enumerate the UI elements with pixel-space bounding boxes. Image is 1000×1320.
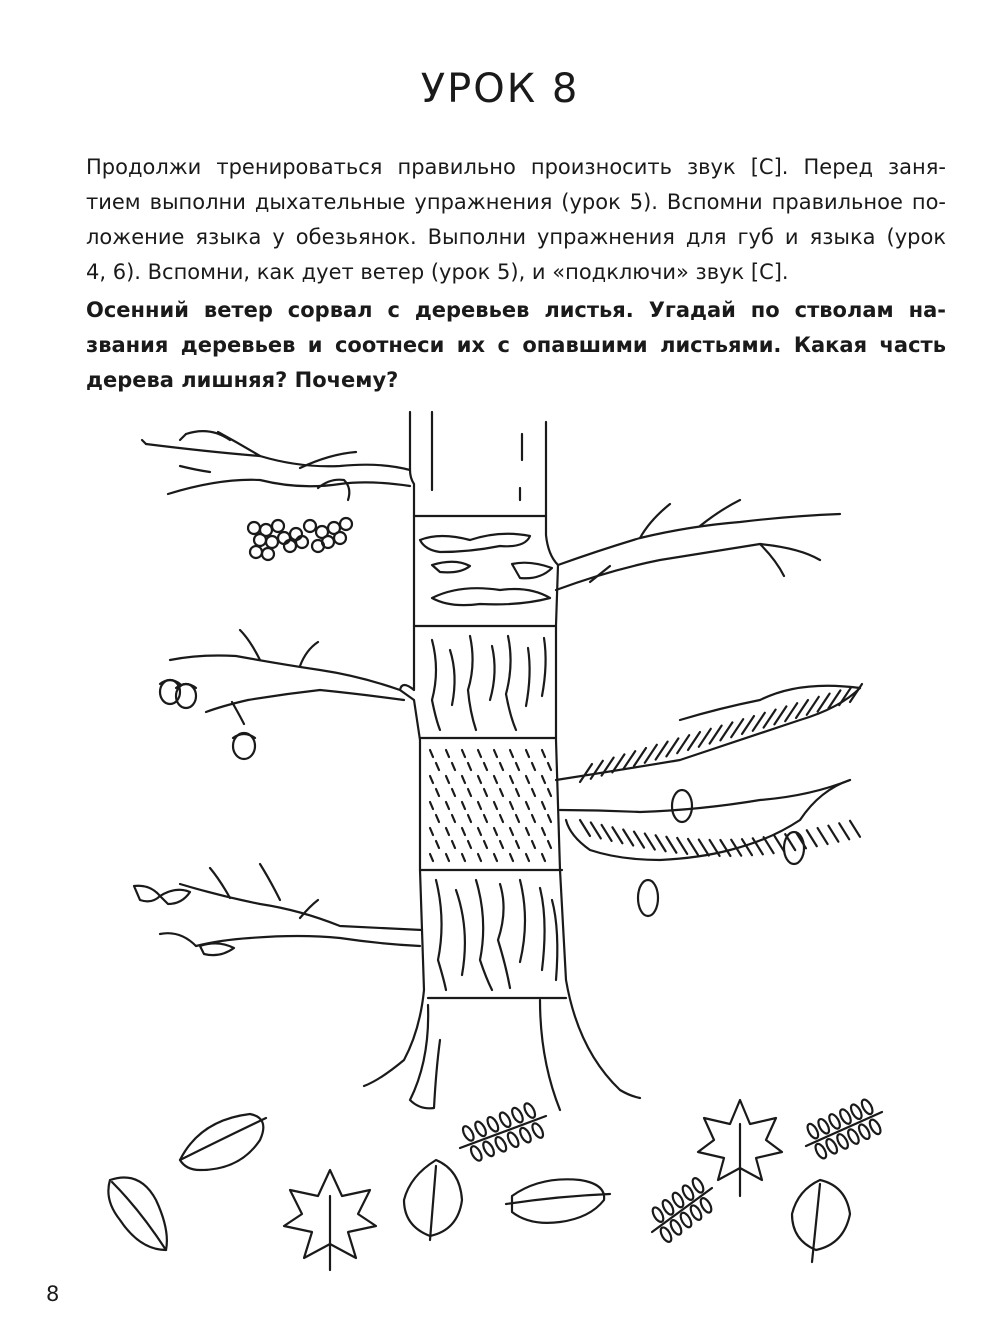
intro-line: тием выполни дыхательные упражнения (урок 5). Вспомни правильное по- [86,190,946,214]
rowan-leaf [805,1098,882,1160]
needle [602,825,612,841]
bark-dash [478,828,481,835]
leaflet [506,1131,521,1149]
birch-leaf [404,1160,462,1240]
trunk-left-outline [364,412,424,1086]
needle [591,822,601,838]
trunk-root-mid [540,1000,560,1110]
bark-dash [484,789,487,796]
needle [774,836,784,852]
bark-dash [430,802,433,809]
bark-dash [468,763,471,770]
berry [272,520,284,532]
needle [818,828,828,844]
leaflet [461,1125,476,1143]
bark-dash [446,802,449,809]
bark-dash [484,841,487,848]
intro-line: Продолжи тренироваться правильно произносить звук [С]. Перед заня- [86,155,946,179]
leaflet [498,1111,513,1129]
bark-dash [516,815,519,822]
needle [807,830,817,846]
bark-dash [510,828,513,835]
bark-dash [500,841,503,848]
bark-dash [462,776,465,783]
maple-leaf [284,1170,376,1270]
rowan-branch [142,431,410,500]
trunk-root-left [410,1005,440,1108]
rowan-berries [248,518,352,560]
maple-bark [436,880,557,990]
bark-dash [526,828,529,835]
needle [688,839,698,855]
bark-dash [548,763,551,770]
bark-dash [542,828,545,835]
oak-branch [170,630,404,724]
bark-dash [468,789,471,796]
bark-dash [446,828,449,835]
bark-dash [468,841,471,848]
bark-dash [532,763,535,770]
bark-dash [542,750,545,757]
oval-leaf [108,1178,167,1251]
bark-dash [494,854,497,861]
needle [828,826,838,842]
bark-dash [462,854,465,861]
bark-dash [516,841,519,848]
birch-branch [556,500,840,590]
bark-dash [430,828,433,835]
bark-dash [452,763,455,770]
needle [764,837,774,853]
needle [699,840,709,856]
berry [254,534,266,546]
berry [250,546,262,558]
needle [850,821,860,837]
bark-dash [478,854,481,861]
bark-dash [532,789,535,796]
bark-dash [462,750,465,757]
bark-dash [446,776,449,783]
berry [278,532,290,544]
bark-dash [484,763,487,770]
leaflet [485,1115,500,1133]
bark-dash [436,789,439,796]
berry [290,528,302,540]
bark-dash [526,802,529,809]
berry [266,536,278,548]
bark-dash [510,750,513,757]
berry [284,540,296,552]
maple-seeds [134,886,234,955]
bark-dash [478,802,481,809]
bark-dash [478,750,481,757]
bark-dash [430,854,433,861]
needle [580,820,590,836]
bark-dash [542,854,545,861]
berry [340,518,352,530]
pine-bark [430,750,551,861]
bark-dash [510,776,513,783]
bark-dash [532,841,535,848]
bark-dash [542,776,545,783]
bark-dash [548,841,551,848]
leaflet [481,1140,496,1158]
rowan-leaf [651,1176,714,1243]
birch-leaf [792,1180,850,1262]
bark-dash [484,815,487,822]
berry [262,548,274,560]
bark-dash [542,802,545,809]
needle [839,823,849,839]
bark-dash [468,815,471,822]
fallen-leaves [108,1098,882,1270]
needle [677,838,687,854]
bark-dash [446,750,449,757]
birch-bark [420,534,552,605]
task-line: звания деревьев и соотнеси их с опавшими листьями. Какая часть [86,333,946,357]
bark-dash [500,789,503,796]
page-number: 8 [46,1282,60,1306]
leaflet [522,1102,537,1120]
leaflet [518,1126,533,1144]
intro-line: 4, 6). Вспомни, как дует ветер (урок 5), и «подключи» звук [С]. [86,260,789,284]
bark-dash [436,763,439,770]
bark-dash [548,815,551,822]
intro-line: ложение языка у обезьянок. Выполни упражнения для губ и языка (урок [86,225,946,249]
bark-dash [452,815,455,822]
bark-dash [494,802,497,809]
trunk-right-outline [546,422,640,1098]
bark-dash [436,841,439,848]
berry [334,532,346,544]
leaflet [473,1120,488,1138]
oval-leaf [180,1114,266,1170]
bark-dash [446,854,449,861]
bark-dash [516,789,519,796]
leaflet [530,1122,545,1140]
bark-dash [452,841,455,848]
bark-dash [494,750,497,757]
bark-dash [526,854,529,861]
bark-dash [500,815,503,822]
bark-dash [494,776,497,783]
oak-bark [432,636,546,730]
needle [645,834,655,850]
needle [612,827,622,843]
needle [720,840,730,856]
leaflet [469,1145,484,1163]
spruce-branch [556,686,860,860]
bark-dash [500,763,503,770]
needle [634,832,644,848]
bark-dash [532,815,535,822]
bark-dash [510,802,513,809]
bark-dash [516,763,519,770]
bark-dash [494,828,497,835]
oval-leaf [506,1179,610,1223]
bark-dash [510,854,513,861]
needle [623,830,633,846]
maple-leaf [698,1100,782,1196]
bark-dash [526,750,529,757]
bark-dash [478,776,481,783]
maple-branch [160,864,422,946]
bark-dash [462,828,465,835]
leaf-stem [652,1188,712,1232]
task-line: дерева лишняя? Почему? [86,368,399,392]
needle [656,835,666,851]
needle [666,837,676,853]
berry [248,522,260,534]
bark-dash [430,776,433,783]
rowan-leaf [460,1102,546,1163]
leaflet [510,1106,525,1124]
leaflet [493,1135,508,1153]
bark-dash [430,750,433,757]
task-line: Осенний ветер сорвал с деревьев листья. Угадай по стволам на- [86,298,946,322]
page-title: УРОК 8 [420,66,580,112]
berry [304,520,316,532]
trunk-top-notch [432,412,522,500]
berry [296,536,308,548]
bark-dash [548,789,551,796]
bark-dash [452,789,455,796]
bark-dash [462,802,465,809]
bark-dash [436,815,439,822]
bark-dash [526,776,529,783]
